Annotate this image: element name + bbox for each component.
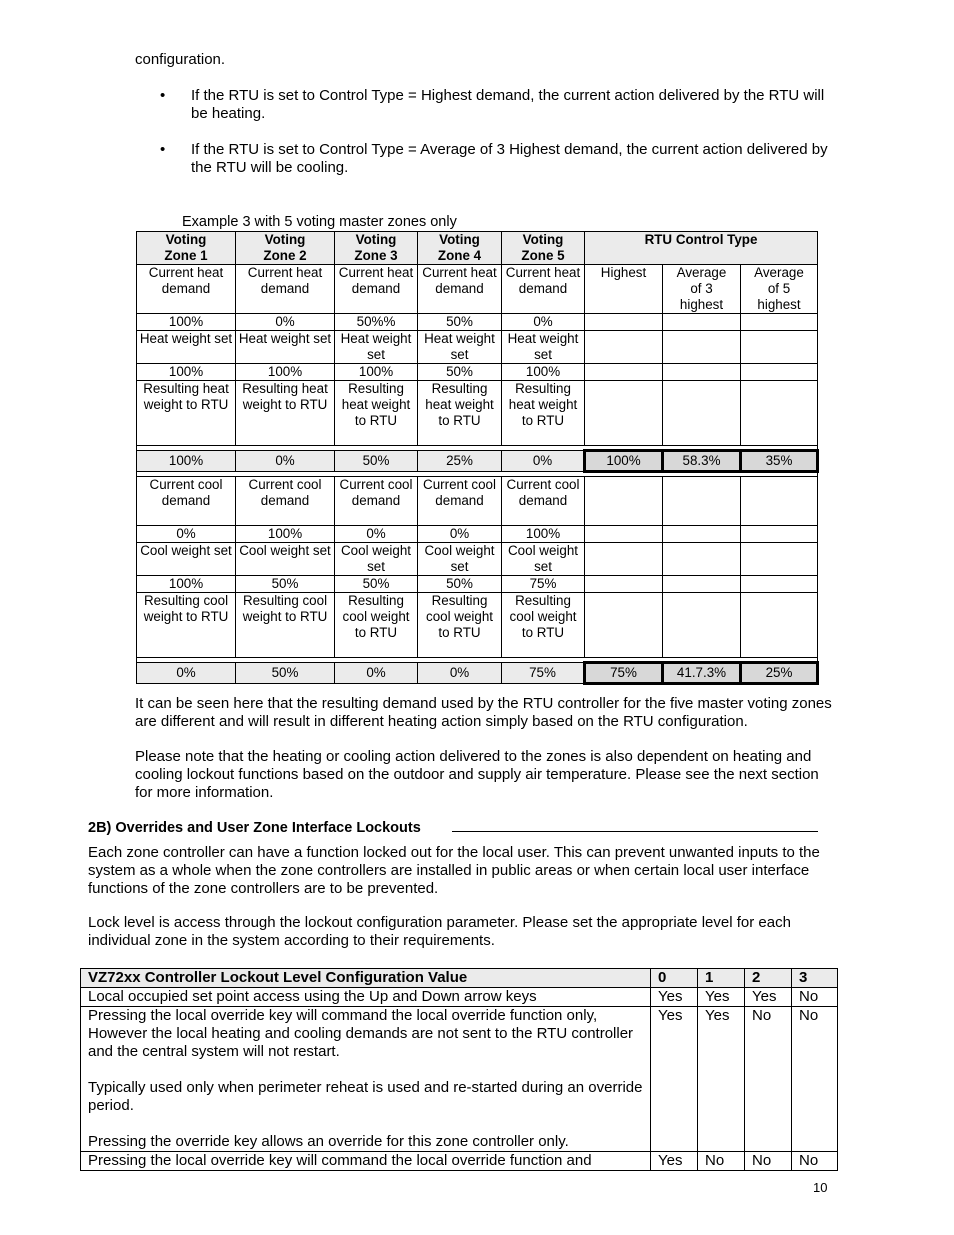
- zone-cell: Current cool demand: [137, 477, 236, 526]
- rtu-empty-cell: [741, 477, 818, 526]
- rtu-empty-cell: [585, 576, 663, 593]
- rtu-empty-cell: [663, 576, 741, 593]
- zone-cell: 0%: [137, 663, 236, 684]
- example-voting-table: [136, 231, 819, 685]
- zone-cell: Current cool demand: [335, 477, 418, 526]
- rtu-empty-cell: [741, 314, 818, 331]
- lockout-value: Yes: [651, 988, 698, 1007]
- rtu-empty-cell: [585, 526, 663, 543]
- zone-cell: 0%: [236, 451, 335, 472]
- rtu-empty-cell: [663, 364, 741, 381]
- lockout-header-row: [81, 969, 838, 988]
- paragraph-result: It can be seen here that the resulting demand used by the RTU controller for the five master voting zones are different and will result in different heating action simply based on the RTU configuration.: [135, 695, 832, 730]
- zone-cell: Current heat demand: [236, 265, 335, 314]
- zone-cell: Heat weight set: [137, 331, 236, 364]
- example-header-row: [137, 232, 818, 265]
- rtu-result-cell: 58.3%: [663, 451, 741, 472]
- lockout-description-text: Typically used only when perimeter reheat is used and re-started during an override period.: [88, 1079, 643, 1114]
- zone-cell: 50%: [335, 451, 418, 472]
- rtu-empty-cell: [585, 543, 663, 576]
- rtu-empty-cell: [741, 543, 818, 576]
- zone-cell: Resulting cool weight to RTU: [502, 593, 585, 658]
- level-header: 2: [745, 969, 792, 988]
- paragraph-lockout-intro: Each zone controller can have a function locked out for the local user. This can prevent unwanted inputs to the system as a whole when the zone controllers are installed in public areas or when certain local user interface functions of the zone controllers are to be prevented.: [88, 844, 820, 897]
- zone-cell: Resulting heat weight to RTU: [502, 381, 585, 446]
- lockout-row: [81, 1007, 838, 1152]
- zone-cell: 0%: [418, 663, 502, 684]
- bullet-icon: •: [160, 141, 166, 158]
- lockout-level-table: [80, 968, 838, 1171]
- zone-cell: Resulting cool weight to RTU: [418, 593, 502, 658]
- zone-cell: 100%: [335, 364, 418, 381]
- table-row: [137, 265, 818, 314]
- zone-cell: 75%: [502, 663, 585, 684]
- zone-cell: 100%: [502, 526, 585, 543]
- rtu-empty-cell: [585, 364, 663, 381]
- zone-cell: 100%: [502, 364, 585, 381]
- rtu-empty-cell: [741, 364, 818, 381]
- lockout-value: No: [745, 1152, 792, 1171]
- lockout-value: Yes: [698, 988, 745, 1007]
- zone-cell: 0%: [137, 526, 236, 543]
- lockout-value: Yes: [745, 988, 792, 1007]
- table-row: [137, 314, 818, 331]
- heading-rule: [452, 831, 818, 832]
- lockout-value: No: [698, 1152, 745, 1171]
- zone-header: Voting Zone 3: [335, 232, 418, 265]
- rtu-type-cell: Average of 3 highest: [663, 265, 741, 314]
- lockout-value: No: [792, 1007, 838, 1152]
- result-row: [137, 663, 818, 684]
- zone-cell: Current heat demand: [502, 265, 585, 314]
- zone-cell: 100%: [236, 364, 335, 381]
- zone-cell: Resulting heat weight to RTU: [335, 381, 418, 446]
- table-row: [137, 576, 818, 593]
- zone-cell: Resulting heat weight to RTU: [418, 381, 502, 446]
- zone-cell: 100%: [236, 526, 335, 543]
- zone-cell: 50%: [335, 576, 418, 593]
- zone-cell: Cool weight set: [137, 543, 236, 576]
- rtu-empty-cell: [741, 593, 818, 658]
- rtu-result-cell: 41.7.3%: [663, 663, 741, 684]
- lockout-description-text: Pressing the override key allows an override for this zone controller only.: [88, 1133, 569, 1150]
- rtu-empty-cell: [663, 314, 741, 331]
- zone-cell: 50%: [236, 663, 335, 684]
- table-row: [137, 526, 818, 543]
- rtu-empty-cell: [663, 526, 741, 543]
- zone-cell: Current cool demand: [236, 477, 335, 526]
- zone-cell: 25%: [418, 451, 502, 472]
- zone-cell: Current cool demand: [418, 477, 502, 526]
- zone-cell: 0%: [418, 526, 502, 543]
- zone-cell: Current heat demand: [335, 265, 418, 314]
- zone-cell: 50%: [418, 364, 502, 381]
- rtu-result-cell: 75%: [585, 663, 663, 684]
- zone-cell: Cool weight set: [236, 543, 335, 576]
- zone-cell: 50%%: [335, 314, 418, 331]
- zone-cell: Heat weight set: [335, 331, 418, 364]
- example-caption: Example 3 with 5 voting master zones only: [182, 214, 457, 230]
- lockout-value: No: [792, 988, 838, 1007]
- table-row: [137, 381, 818, 446]
- zone-header: Voting Zone 4: [418, 232, 502, 265]
- rtu-empty-cell: [585, 477, 663, 526]
- table-row: [137, 593, 818, 658]
- rtu-result-cell: 35%: [741, 451, 818, 472]
- rtu-result-cell: 25%: [741, 663, 818, 684]
- paragraph-lock-level: Lock level is access through the lockout configuration parameter. Please set the appropriate level for each individual zone in the system according to their requirements.: [88, 914, 791, 949]
- lockout-value: Yes: [651, 1007, 698, 1152]
- zone-cell: 0%: [335, 526, 418, 543]
- zone-cell: Resulting cool weight to RTU: [137, 593, 236, 658]
- zone-cell: 100%: [137, 576, 236, 593]
- zone-cell: Current cool demand: [502, 477, 585, 526]
- paragraph-note: Please note that the heating or cooling action delivered to the zones is also dependent on heating and cooling lockout functions based on the outdoor and supply air temperature. Please see the next section for more information.: [135, 748, 819, 801]
- lockout-description-text: Pressing the local override key will command the local override function and: [88, 1152, 592, 1169]
- table-row: [137, 543, 818, 576]
- zone-cell: Heat weight set: [502, 331, 585, 364]
- zone-cell: 50%: [418, 314, 502, 331]
- lockout-value: No: [792, 1152, 838, 1171]
- rtu-empty-cell: [663, 331, 741, 364]
- table-row: [137, 364, 818, 381]
- rtu-type-cell: Average of 5 highest: [741, 265, 818, 314]
- zone-cell: 0%: [502, 314, 585, 331]
- level-header: 0: [651, 969, 698, 988]
- table-row: [137, 477, 818, 526]
- zone-cell: 50%: [236, 576, 335, 593]
- page-number: 10: [813, 1180, 828, 1195]
- result-row: [137, 451, 818, 472]
- zone-cell: 100%: [137, 314, 236, 331]
- level-header: 3: [792, 969, 838, 988]
- zone-cell: Current heat demand: [137, 265, 236, 314]
- rtu-control-type-header: RTU Control Type: [585, 232, 818, 265]
- rtu-empty-cell: [585, 381, 663, 446]
- rtu-empty-cell: [741, 331, 818, 364]
- zone-cell: Cool weight set: [335, 543, 418, 576]
- zone-cell: Resulting heat weight to RTU: [236, 381, 335, 446]
- lockout-description: [81, 988, 651, 1007]
- rtu-empty-cell: [663, 593, 741, 658]
- level-header: 1: [698, 969, 745, 988]
- lockout-description: [81, 1152, 651, 1171]
- zone-cell: Heat weight set: [418, 331, 502, 364]
- zone-cell: 75%: [502, 576, 585, 593]
- zone-cell: 0%: [502, 451, 585, 472]
- intro-fragment: configuration.: [135, 51, 226, 68]
- zone-cell: 100%: [137, 364, 236, 381]
- lockout-value: No: [745, 1007, 792, 1152]
- rtu-empty-cell: [663, 477, 741, 526]
- rtu-empty-cell: [741, 381, 818, 446]
- rtu-empty-cell: [663, 543, 741, 576]
- zone-cell: Resulting cool weight to RTU: [335, 593, 418, 658]
- zone-cell: 100%: [137, 451, 236, 472]
- lockout-row: [81, 1152, 838, 1171]
- zone-cell: Cool weight set: [502, 543, 585, 576]
- zone-header: Voting Zone 1: [137, 232, 236, 265]
- zone-cell: Resulting cool weight to RTU: [236, 593, 335, 658]
- bullet-text: If the RTU is set to Control Type = Highest demand, the current action delivered by the RTU will be heating.: [191, 87, 825, 122]
- zone-header: Voting Zone 2: [236, 232, 335, 265]
- zone-header: Voting Zone 5: [502, 232, 585, 265]
- section-heading: 2B) Overrides and User Zone Interface Lockouts: [88, 820, 421, 836]
- zone-cell: Current heat demand: [418, 265, 502, 314]
- bullet-icon: •: [160, 87, 166, 104]
- lockout-row: [81, 988, 838, 1007]
- lockout-value: Yes: [651, 1152, 698, 1171]
- zone-cell: Cool weight set: [418, 543, 502, 576]
- rtu-empty-cell: [741, 576, 818, 593]
- rtu-result-cell: 100%: [585, 451, 663, 472]
- bullet-text: If the RTU is set to Control Type = Average of 3 Highest demand, the current action delivered by the RTU will be cooling.: [191, 141, 828, 176]
- rtu-empty-cell: [585, 593, 663, 658]
- lockout-value: Yes: [698, 1007, 745, 1152]
- zone-cell: 50%: [418, 576, 502, 593]
- rtu-empty-cell: [585, 314, 663, 331]
- rtu-type-cell: Highest: [585, 265, 663, 314]
- lockout-description: [81, 1007, 651, 1152]
- rtu-empty-cell: [741, 526, 818, 543]
- rtu-empty-cell: [663, 381, 741, 446]
- zone-cell: 0%: [236, 314, 335, 331]
- zone-cell: Heat weight set: [236, 331, 335, 364]
- lockout-title: VZ72xx Controller Lockout Level Configuration Value: [81, 969, 651, 988]
- lockout-description-text: Pressing the local override key will command the local override function only, However the local heating and cooling demands are not sent to the RTU controller and the central system will not restart.: [88, 1007, 634, 1060]
- zone-cell: 0%: [335, 663, 418, 684]
- zone-cell: Resulting heat weight to RTU: [137, 381, 236, 446]
- table-row: [137, 331, 818, 364]
- rtu-empty-cell: [585, 331, 663, 364]
- lockout-description-text: Local occupied set point access using the Up and Down arrow keys: [88, 988, 537, 1005]
